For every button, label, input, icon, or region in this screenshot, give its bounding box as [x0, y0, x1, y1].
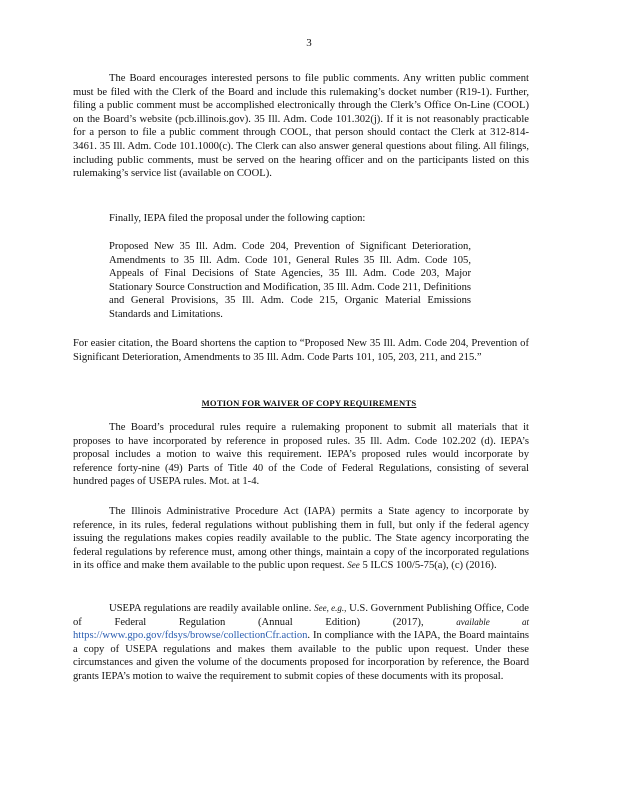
see-eg-signal: See, e.g.,: [314, 603, 347, 613]
paragraph-short-caption: For easier citation, the Board shortens the caption to “Proposed New 35 Ill. Adm. Code 204, Prevention of Significant Deterioration, Amendments to 35 Ill. Adm. Code Parts 101, 105, 203, 211, and 215.”: [73, 338, 529, 363]
available-at-signal: available at: [456, 616, 529, 627]
gpo-link[interactable]: https://www.gpo.gov/fdsys/browse/collectionCfr.action: [73, 630, 308, 642]
citation: 5 ILCS 100/5-75(a), (c) (2016).: [362, 560, 497, 572]
paragraph-procedural-rules: [73, 421, 529, 489]
paragraph-text: The Illinois Administrative Procedure Act (IAPA) permits a State agency to incorporate by reference, in its rules, federal regulations without publishing them in full, but only if the federal agency issuing the regulations makes copies readily available to the public. The State agency incorporating the federal regulations by reference must, among other things, maintain a copy of the incorporated regulations in its office and make them available to the public upon request.: [73, 506, 529, 572]
paragraph-text: Finally, IEPA filed the proposal under the following caption:: [109, 213, 366, 224]
see-signal: See: [347, 560, 360, 571]
paragraph-text: . In compliance with the IAPA, the Board maintains a copy of USEPA regulations and makes them available to the public upon request. Under these circumstances and given the volume of the documents proposed for incorporation by reference, the Board grants IEPA’s motion to waive the requirement to submit copies of these documents with its proposal.: [73, 630, 529, 682]
citation: U.S. Government Publishing Office, Code of Federal Regulation (Annual Edition) (2017),: [73, 603, 529, 628]
paragraph-lead: USEPA regulations are readily available online.: [109, 603, 312, 614]
paragraph-iapa: [73, 505, 529, 573]
paragraph-usepa-online: [73, 602, 529, 684]
proposal-caption: Proposed New 35 Ill. Adm. Code 204, Prevention of Significant Deterioration, Amendments to 35 Ill. Adm. Code 101, General Rules 35 Ill. Adm. Code 105, Appeals of Final Decisions of State Agencies, 35 Ill. Adm. Code 203, Major Stationary Source Construction and Modification, 35 Ill. Adm. Code 211, Definitions and General Provisions, 35 Ill. Adm. Code 215, Organic Material Emissions Standards and Limitations.: [109, 241, 471, 320]
paragraph-text: The Board’s procedural rules require a rulemaking proponent to submit all materials that it proposes to have incorporated by reference in proposed rules. 35 Ill. Adm. Code 102.202 (d). IEPA’s proposal includes a motion to waive this requirement. IEPA’s proposed rules would incorporate by reference forty-nine (49) Parts of Title 40 of the Code of Federal Regulations, consisting of several hundred pages of USEPA rules. Mot. at 1-4.: [73, 422, 529, 488]
page-number: 3: [306, 37, 312, 49]
paragraph-text: The Board encourages interested persons to file public comments. Any written public comment must be filed with the Clerk of the Board and include this rulemaking’s docket number (R19-1). Further, filing a public comment must be accomplished electronically through the Clerk’s Office On-Line (COOL) on the Board’s website (pcb.illinois.gov). 35 Ill. Adm. Code 101.302(j). If it is not reasonably practicable for a person to file a public comment through COOL, that person should contact the Clerk at 312-814-3461. 35 Ill. Adm. Code 101.1000(c). The Clerk can also answer general questions about filing. All filings, including public comments, must be served on the hearing officer and on the participants listed on this rulemaking’s service list (available on COOL).: [73, 73, 529, 180]
heading-text: MOTION FOR WAIVER OF COPY REQUIREMENTS: [201, 398, 417, 408]
paragraph-caption-intro: [73, 212, 529, 226]
section-heading: [0, 397, 618, 411]
paragraph-public-comments: [73, 72, 529, 181]
